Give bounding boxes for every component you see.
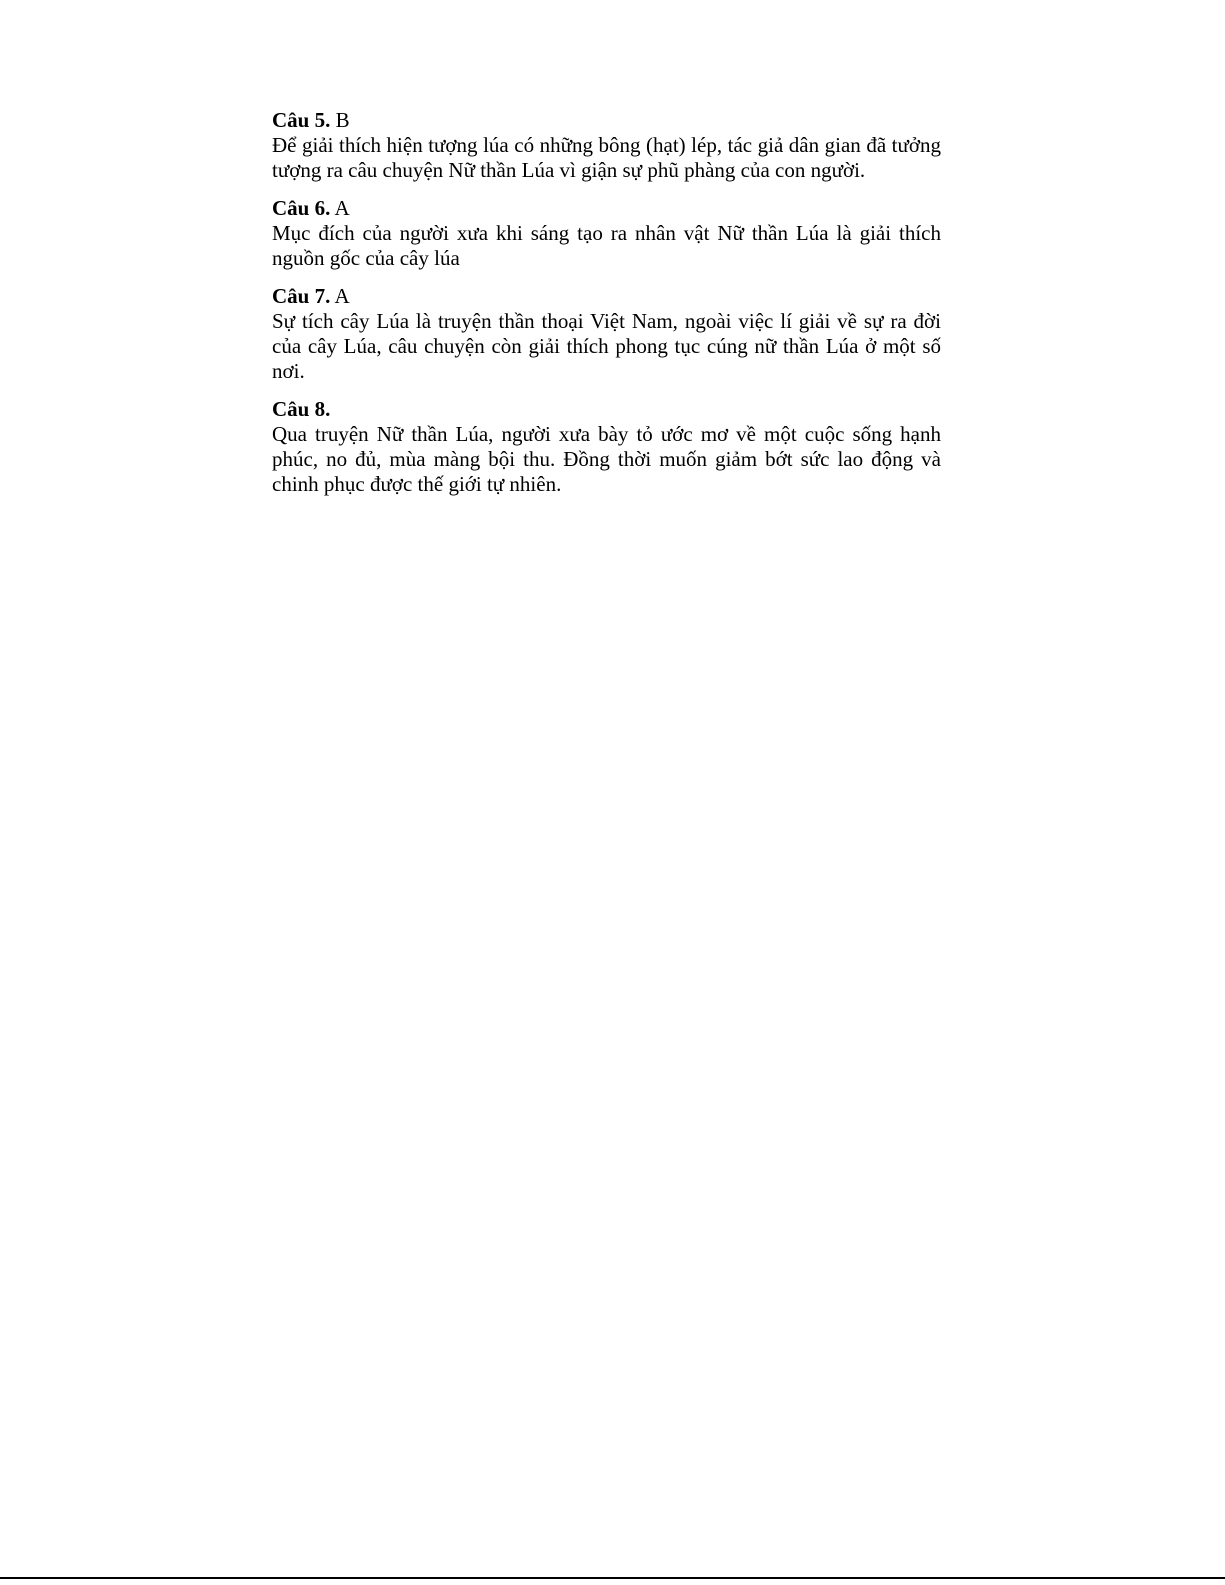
answer-section xyxy=(272,108,941,510)
question-6 xyxy=(272,196,941,271)
question-explanation: Mục đích của người xưa khi sáng tạo ra nhân vật Nữ thần Lúa là giải thích nguồn gốc của cây lúa xyxy=(272,221,941,270)
question-answer: A xyxy=(334,284,350,308)
question-label: Câu 7. xyxy=(272,284,331,308)
question-explanation: Sự tích cây Lúa là truyện thần thoại Việt Nam, ngoài việc lí giải về sự ra đời của cây Lúa, câu chuyện còn giải thích phong tục cúng nữ thần Lúa ở một số nơi. xyxy=(272,309,941,383)
question-answer: A xyxy=(334,196,350,220)
question-explanation: Để giải thích hiện tượng lúa có những bông (hạt) lép, tác giả dân gian đã tưởng tượng ra câu chuyện Nữ thần Lúa vì giận sự phũ phàng của con người. xyxy=(272,133,941,182)
question-heading xyxy=(272,196,941,221)
question-8 xyxy=(272,397,941,497)
question-7 xyxy=(272,284,941,384)
question-heading xyxy=(272,284,941,309)
question-5 xyxy=(272,108,941,183)
page-bottom-divider xyxy=(0,1577,1225,1579)
question-label: Câu 8. xyxy=(272,397,331,421)
question-answer: B xyxy=(335,108,350,132)
question-label: Câu 5. xyxy=(272,108,331,132)
question-label: Câu 6. xyxy=(272,196,331,220)
question-heading xyxy=(272,108,941,133)
question-explanation: Qua truyện Nữ thần Lúa, người xưa bày tỏ ước mơ về một cuộc sống hạnh phúc, no đủ, mùa màng bội thu. Đồng thời muốn giảm bớt sức lao động và chinh phục được thế giới tự nhiên. xyxy=(272,422,941,496)
question-heading xyxy=(272,397,941,422)
